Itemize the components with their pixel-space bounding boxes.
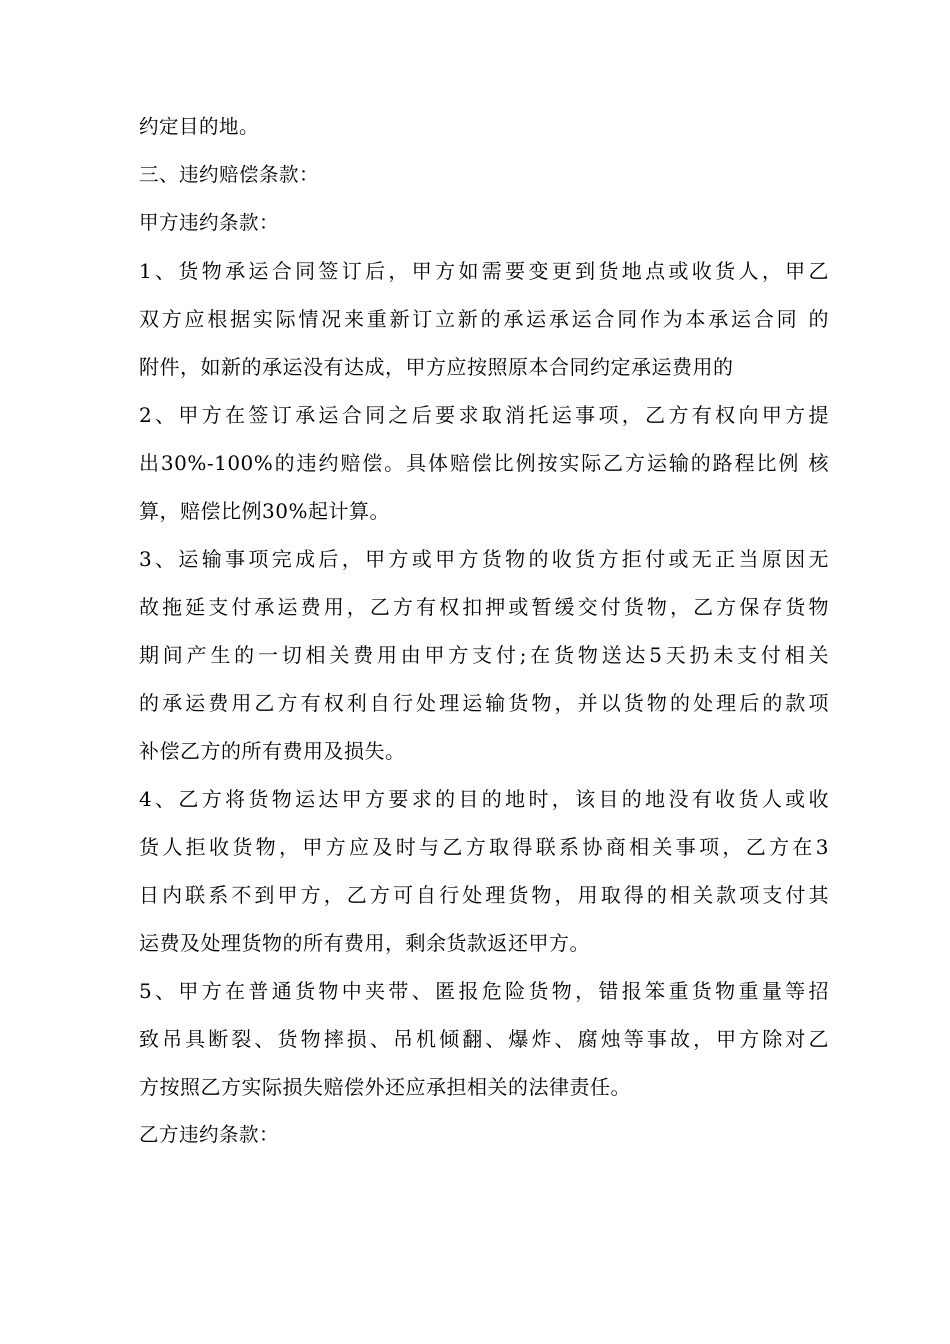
- subsection-heading: 甲方违约条款：: [139, 211, 280, 234]
- subsection-heading: 乙方违约条款：: [139, 1123, 280, 1146]
- clause-3-line-3: 期间产生的一切相关费用由甲方支付;在货物送达5天扔未支付相关: [139, 643, 829, 667]
- clause-5-line-2: 致吊具断裂、货物摔损、吊机倾翻、爆炸、腐烛等事故，甲方除对乙: [139, 1027, 829, 1051]
- clause-1-line-2: 双方应根据实际情况来重新订立新的承运承运合同作为本承运合同 的: [139, 307, 829, 331]
- clause-1-line-3: 附件，如新的承运没有达成，甲方应按照原本合同约定承运费用的: [139, 355, 734, 379]
- clause-3-line-4: 的承运费用乙方有权利自行处理运输货物，并以货物的处理后的款项: [139, 691, 829, 715]
- clause-4-line-1: 4、乙方将货物运达甲方要求的目的地时，该目的地没有收货人或收: [139, 787, 829, 811]
- clause-4-line-4: 运费及处理货物的所有费用，剩余货款返还甲方。: [139, 931, 590, 955]
- clause-2-line-1: 2、甲方在签订承运合同之后要求取消托运事项，乙方有权向甲方提: [139, 403, 829, 427]
- document-body: [139, 103, 829, 1159]
- clause-4-line-3: 日内联系不到甲方，乙方可自行处理货物，用取得的相关款项支付其: [139, 883, 829, 907]
- clause-4-line-2: 货人拒收货物，甲方应及时与乙方取得联系协商相关事项，乙方在3: [139, 835, 829, 859]
- clause-3-line-5: 补偿乙方的所有费用及损失。: [139, 739, 406, 763]
- clause-3-line-1: 3、运输事项完成后，甲方或甲方货物的收货方拒付或无正当原因无: [139, 547, 829, 571]
- clause-2-line-2: 出30%-100%的违约赔偿。具体赔偿比例按实际乙方运输的路程比例 核: [139, 451, 829, 475]
- clause-5-line-3: 方按照乙方实际损失赔偿外还应承担相关的法律责任。: [139, 1075, 631, 1099]
- section-heading: 三、违约赔偿条款：: [139, 163, 320, 186]
- clause-5-line-1: 5、甲方在普通货物中夹带、匿报危险货物，错报笨重货物重量等招: [139, 979, 829, 1003]
- clause-1-line-1: 1、货物承运合同签订后，甲方如需要变更到货地点或收货人，甲乙: [139, 259, 829, 283]
- text-line: 约定目的地。: [139, 115, 260, 138]
- clause-2-line-3: 算，赔偿比例30%起计算。: [139, 499, 390, 523]
- clause-3-line-2: 故拖延支付承运费用，乙方有权扣押或暂缓交付货物，乙方保存货物: [139, 595, 829, 619]
